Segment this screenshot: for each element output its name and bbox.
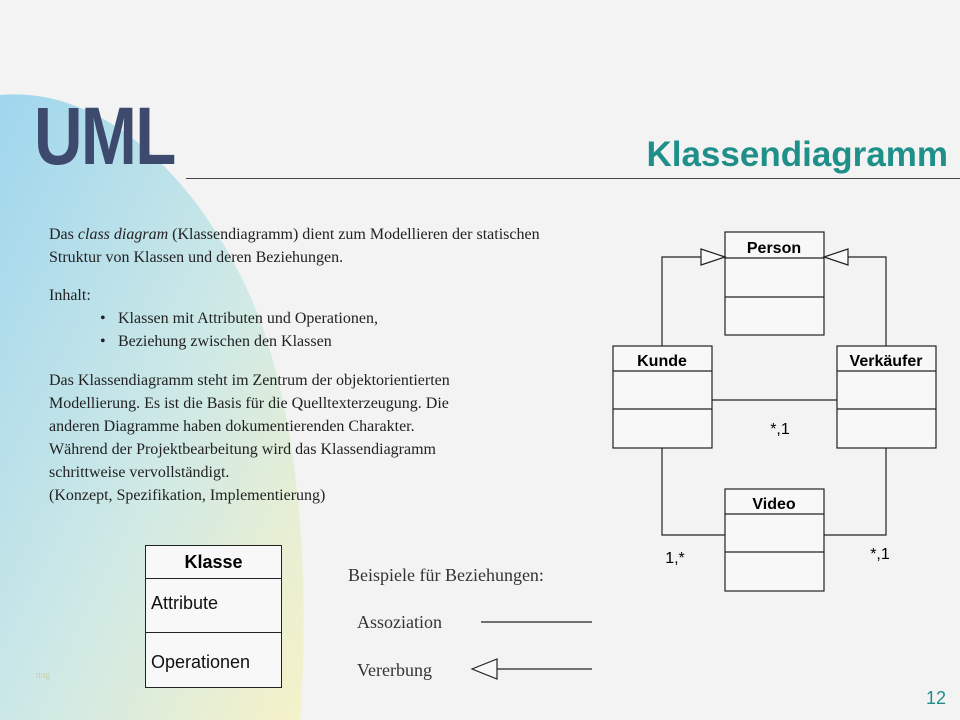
- inhalt-label: Inhalt:: [49, 287, 91, 304]
- inheritance-verkaeufer-person: [824, 249, 886, 346]
- multiplicity-kunde-verkaeufer: *,1: [770, 421, 790, 438]
- list-item: • Klassen mit Attributen und Operationen,: [100, 307, 378, 330]
- klasse-example-attributes: Attribute: [151, 593, 219, 613]
- paragraph-line: (Konzept, Spezifikation, Implementierung): [49, 487, 326, 504]
- association-kunde-video: [662, 448, 725, 535]
- paragraph-line: Während der Projektbearbeitung wird das Klassendiagramm: [49, 441, 436, 458]
- klasse-example-name: Klasse: [146, 546, 281, 579]
- page-number: 12: [925, 688, 946, 708]
- paragraph-line: anderen Diagramme haben dokumentierenden Charakter.: [49, 418, 415, 435]
- multiplicity-kunde-video: 1,*: [665, 550, 685, 567]
- paragraph-line: Modellierung. Es ist die Basis für die Quelltexterzeugung. Die: [49, 395, 449, 412]
- uml-logo: UML: [34, 91, 175, 182]
- association-label: Assoziation: [357, 612, 442, 632]
- inheritance-kunde-person: [662, 249, 725, 346]
- intro-emphasis: class diagram: [77, 226, 169, 243]
- class-person: [725, 232, 824, 335]
- association-verkaeufer-video: [824, 448, 886, 535]
- multiplicity-verkaeufer-video: *,1: [870, 546, 890, 563]
- intro-text-end: (Klassendiagramm) dient zum Modellieren der statischen Struktur von Klassen und deren Beziehungen.: [49, 226, 540, 266]
- page-title: Klassendiagramm: [646, 135, 948, 174]
- list-item: • Beziehung zwischen den Klassen: [100, 330, 378, 353]
- class-verkaeufer-name: Verkäufer: [849, 353, 923, 370]
- footer-mark: ttog: [36, 670, 51, 680]
- class-kunde-name: Kunde: [637, 353, 687, 370]
- paragraph-line: Das Klassendiagramm steht im Zentrum der objektorientierten: [49, 372, 450, 389]
- class-video: [725, 489, 824, 591]
- relations-heading: Beispiele für Beziehungen:: [348, 565, 544, 585]
- class-video-name: Video: [752, 496, 796, 513]
- class-person-name: Person: [746, 240, 802, 257]
- paragraph-line: schrittweise vervollständigt.: [49, 464, 230, 481]
- inheritance-arrow: [472, 659, 592, 679]
- inheritance-label: Vererbung: [357, 660, 432, 680]
- klasse-example-operations: Operationen: [151, 652, 251, 672]
- class-verkaeufer: [837, 346, 936, 448]
- intro-text-start: Das: [49, 226, 78, 243]
- class-kunde: [613, 346, 712, 448]
